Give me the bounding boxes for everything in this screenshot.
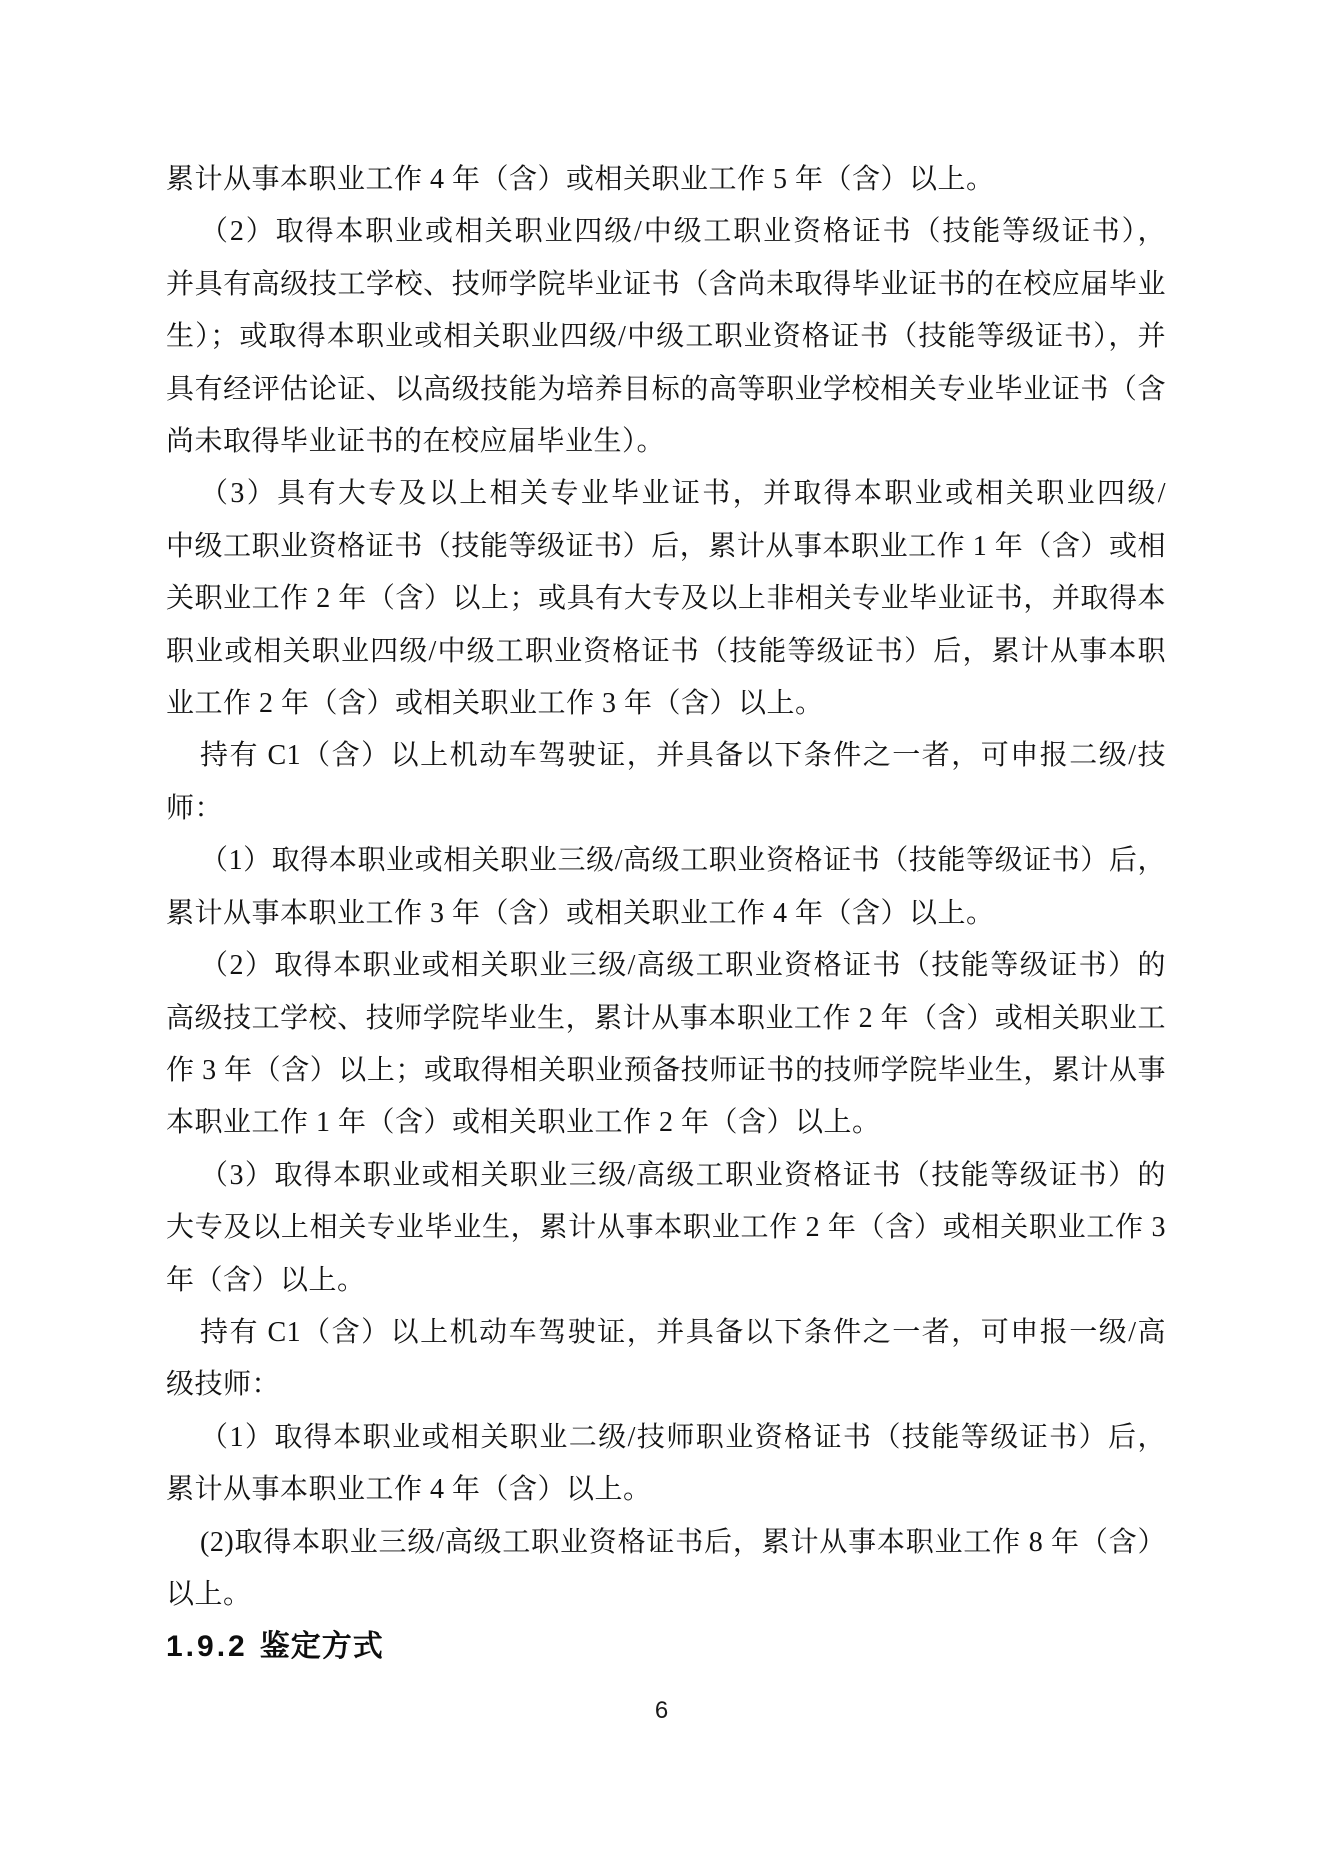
paragraph [166, 1517, 1166, 1622]
paragraph [166, 1150, 1166, 1307]
section-title: 鉴定方式 [259, 1630, 384, 1664]
paragraph [166, 730, 1166, 835]
page-number: 6 [654, 1697, 669, 1724]
section-heading [166, 1621, 1166, 1673]
text-line: 大专及以上相关专业毕业生，累计从事本职业工作 2 年（含）或相关职业工作 3 [166, 1212, 1166, 1244]
paragraph [166, 206, 1166, 468]
text-line: （2）取得本职业或相关职业三级/高级工职业资格证书（技能等级证书）的 [200, 950, 1166, 982]
text-line: (2)取得本职业三级/高级工职业资格证书后，累计从事本职业工作 8 年（含） [200, 1526, 1166, 1558]
paragraph [166, 468, 1166, 730]
text-line: 业工作 2 年（含）或相关职业工作 3 年（含）以上。 [166, 688, 824, 720]
text-line: 中级工职业资格证书（技能等级证书）后，累计从事本职业工作 1 年（含）或相 [166, 530, 1166, 562]
text-line: 持有 C1（含）以上机动车驾驶证，并具备以下条件之一者，可申报二级/技 [200, 740, 1166, 772]
text-line: 具有经评估论证、以高级技能为培养目标的高等职业学校相关专业毕业证书（含 [166, 373, 1166, 405]
text-line: （1）取得本职业或相关职业三级/高级工职业资格证书（技能等级证书）后， [200, 845, 1166, 877]
text-line: 尚未取得毕业证书的在校应届毕业生）。 [166, 426, 666, 458]
text-line: （3）具有大专及以上相关专业毕业证书，并取得本职业或相关职业四级/ [200, 478, 1166, 510]
text-line: 级技师： [166, 1369, 281, 1401]
text-line: 作 3 年（含）以上；或取得相关职业预备技师证书的技师学院毕业生，累计从事 [166, 1054, 1166, 1086]
text-line: 持有 C1（含）以上机动车驾驶证，并具备以下条件之一者，可申报一级/高 [200, 1316, 1166, 1348]
text-line: 职业或相关职业四级/中级工职业资格证书（技能等级证书）后，累计从事本职 [166, 635, 1166, 667]
text-line: （3）取得本职业或相关职业三级/高级工职业资格证书（技能等级证书）的 [200, 1159, 1166, 1191]
text-line: 以上。 [166, 1578, 252, 1610]
text-line: 累计从事本职业工作 4 年（含）或相关职业工作 5 年（含）以上。 [166, 164, 995, 195]
text-line: （2）取得本职业或相关职业四级/中级工职业资格证书（技能等级证书）， [200, 216, 1166, 248]
paragraph [166, 1412, 1166, 1517]
paragraph [166, 1307, 1166, 1412]
text-line: （1）取得本职业或相关职业二级/技师职业资格证书（技能等级证书）后， [200, 1421, 1166, 1453]
paragraph [166, 940, 1166, 1150]
text-line: 年（含）以上。 [166, 1264, 366, 1296]
section-number: 1.9.2 [166, 1630, 248, 1664]
text-line: 本职业工作 1 年（含）或相关职业工作 2 年（含）以上。 [166, 1107, 881, 1139]
paragraph [166, 154, 1166, 206]
text-line: 师： [166, 792, 224, 824]
text-line: 累计从事本职业工作 3 年（含）或相关职业工作 4 年（含）以上。 [166, 897, 995, 929]
text-line: 高级技工学校、技师学院毕业生，累计从事本职业工作 2 年（含）或相关职业工 [166, 1002, 1166, 1034]
text-line: 关职业工作 2 年（含）以上；或具有大专及以上非相关专业毕业证书，并取得本 [166, 583, 1166, 615]
paragraph [166, 835, 1166, 940]
text-line: 并具有高级技工学校、技师学院毕业证书（含尚未取得毕业证书的在校应届毕业 [166, 268, 1166, 300]
text-line: 累计从事本职业工作 4 年（含）以上。 [166, 1474, 652, 1506]
text-line: 生）；或取得本职业或相关职业四级/中级工职业资格证书（技能等级证书），并 [166, 321, 1166, 353]
document-body [166, 154, 1166, 1621]
